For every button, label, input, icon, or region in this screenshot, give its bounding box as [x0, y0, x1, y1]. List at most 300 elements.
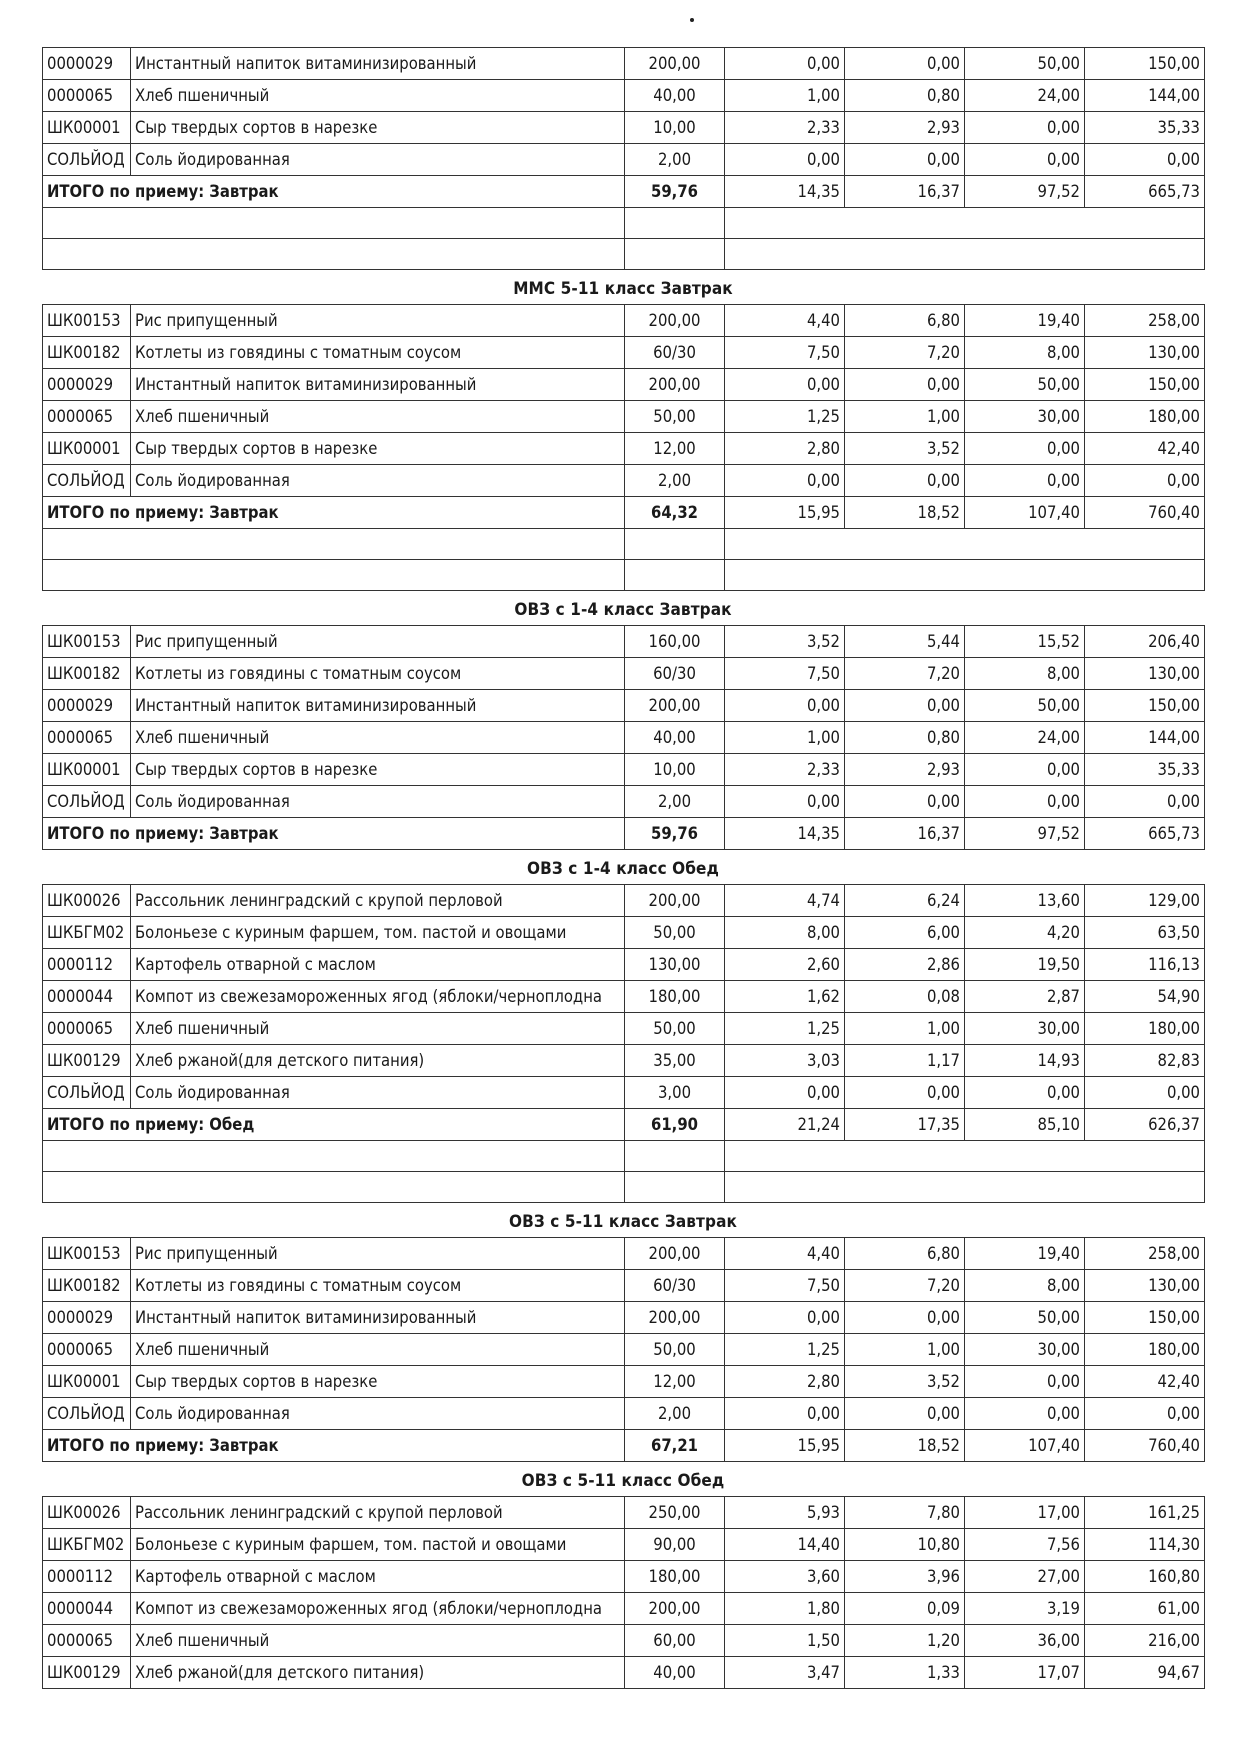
- cell-protein: 1,25: [725, 1334, 845, 1366]
- cell-fat: 0,00: [845, 465, 965, 497]
- cell-fat: 0,00: [845, 690, 965, 722]
- cell-carbs: 50,00: [965, 1302, 1085, 1334]
- cell-protein: 0,00: [725, 48, 845, 80]
- cell-fat: 7,80: [845, 1497, 965, 1529]
- table-row: [43, 112, 1205, 144]
- cell-carbs: 4,20: [965, 917, 1085, 949]
- blank-cell: [725, 1172, 1205, 1203]
- cell-name: Рассольник ленинградский с крупой перловой: [131, 885, 625, 917]
- total-carbs: 97,52: [965, 818, 1085, 850]
- cell-name: Соль йодированная: [131, 786, 625, 818]
- cell-fat: 5,44: [845, 626, 965, 658]
- cell-fat: 3,52: [845, 433, 965, 465]
- cell-fat: 0,08: [845, 981, 965, 1013]
- cell-protein: 2,33: [725, 112, 845, 144]
- blank-row: [43, 208, 1205, 239]
- cell-qty: 200,00: [625, 369, 725, 401]
- cell-protein: 3,52: [725, 626, 845, 658]
- cell-qty: 10,00: [625, 112, 725, 144]
- total-kcal: 626,37: [1085, 1109, 1205, 1141]
- cell-protein: 14,40: [725, 1529, 845, 1561]
- cell-name: Соль йодированная: [131, 1398, 625, 1430]
- cell-fat: 6,80: [845, 1238, 965, 1270]
- cell-kcal: 35,33: [1085, 754, 1205, 786]
- cell-kcal: 61,00: [1085, 1593, 1205, 1625]
- table-row: [43, 949, 1205, 981]
- cell-name: Рис припущенный: [131, 1238, 625, 1270]
- cell-name: Рис припущенный: [131, 305, 625, 337]
- total-fat: 18,52: [845, 497, 965, 529]
- total-label: ИТОГО по приему: Обед: [43, 1109, 625, 1141]
- table-row: [43, 305, 1205, 337]
- total-row: [43, 497, 1205, 529]
- blank-row: [43, 239, 1205, 270]
- cell-kcal: 54,90: [1085, 981, 1205, 1013]
- cell-protein: 4,74: [725, 885, 845, 917]
- cell-code: ШК00182: [43, 658, 131, 690]
- section-title: ОВЗ с 1-4 класс Обед: [527, 859, 719, 879]
- section-title: ММС 5-11 класс Завтрак: [513, 279, 733, 299]
- table-row: [43, 1561, 1205, 1593]
- total-kcal: 665,73: [1085, 176, 1205, 208]
- total-protein: 14,35: [725, 176, 845, 208]
- cell-qty: 90,00: [625, 1529, 725, 1561]
- cell-protein: 4,40: [725, 305, 845, 337]
- cell-code: ШК00001: [43, 754, 131, 786]
- cell-fat: 1,00: [845, 401, 965, 433]
- cell-name: Соль йодированная: [131, 465, 625, 497]
- cell-kcal: 0,00: [1085, 144, 1205, 176]
- cell-protein: 3,03: [725, 1045, 845, 1077]
- total-carbs: 97,52: [965, 176, 1085, 208]
- table-row: [43, 80, 1205, 112]
- cell-qty: 10,00: [625, 754, 725, 786]
- cell-fat: 6,24: [845, 885, 965, 917]
- cell-qty: 200,00: [625, 1238, 725, 1270]
- cell-name: Рис припущенный: [131, 626, 625, 658]
- cell-qty: 50,00: [625, 1013, 725, 1045]
- blank-cell: [43, 1141, 625, 1172]
- cell-code: СОЛЬЙОД: [43, 786, 131, 818]
- total-row: [43, 1109, 1205, 1141]
- cell-code: ШК00026: [43, 1497, 131, 1529]
- cell-kcal: 114,30: [1085, 1529, 1205, 1561]
- cell-name: Инстантный напиток витаминизированный: [131, 369, 625, 401]
- cell-fat: 0,00: [845, 144, 965, 176]
- cell-kcal: 258,00: [1085, 305, 1205, 337]
- cell-carbs: 19,50: [965, 949, 1085, 981]
- blank-cell: [43, 239, 625, 270]
- cell-fat: 1,00: [845, 1013, 965, 1045]
- total-label: ИТОГО по приему: Завтрак: [43, 818, 625, 850]
- cell-protein: 1,62: [725, 981, 845, 1013]
- cell-protein: 7,50: [725, 337, 845, 369]
- cell-kcal: 130,00: [1085, 337, 1205, 369]
- cell-carbs: 0,00: [965, 754, 1085, 786]
- total-fat: 16,37: [845, 176, 965, 208]
- meal-table: [42, 884, 1205, 1203]
- blank-cell: [43, 529, 625, 560]
- cell-fat: 1,00: [845, 1334, 965, 1366]
- table-row: [43, 626, 1205, 658]
- cell-protein: 4,40: [725, 1238, 845, 1270]
- cell-qty: 12,00: [625, 433, 725, 465]
- cell-qty: 40,00: [625, 80, 725, 112]
- cell-kcal: 0,00: [1085, 1398, 1205, 1430]
- cell-qty: 12,00: [625, 1366, 725, 1398]
- cell-code: 0000029: [43, 48, 131, 80]
- cell-qty: 130,00: [625, 949, 725, 981]
- table-row: [43, 465, 1205, 497]
- cell-fat: 0,00: [845, 786, 965, 818]
- cell-kcal: 0,00: [1085, 1077, 1205, 1109]
- cell-fat: 0,00: [845, 369, 965, 401]
- cell-kcal: 0,00: [1085, 786, 1205, 818]
- cell-name: Соль йодированная: [131, 144, 625, 176]
- total-qty: 59,76: [625, 176, 725, 208]
- cell-name: Котлеты из говядины с томатным соусом: [131, 1270, 625, 1302]
- cell-carbs: 30,00: [965, 401, 1085, 433]
- table-row: [43, 786, 1205, 818]
- cell-name: Хлеб пшеничный: [131, 1334, 625, 1366]
- cell-carbs: 24,00: [965, 80, 1085, 112]
- total-qty: 67,21: [625, 1430, 725, 1462]
- cell-name: Инстантный напиток витаминизированный: [131, 1302, 625, 1334]
- cell-code: ШК00026: [43, 885, 131, 917]
- cell-name: Хлеб ржаной(для детского питания): [131, 1045, 625, 1077]
- cell-carbs: 14,93: [965, 1045, 1085, 1077]
- cell-name: Хлеб пшеничный: [131, 1013, 625, 1045]
- cell-fat: 7,20: [845, 337, 965, 369]
- cell-name: Сыр твердых сортов в нарезке: [131, 112, 625, 144]
- cell-code: 0000029: [43, 1302, 131, 1334]
- cell-kcal: 160,80: [1085, 1561, 1205, 1593]
- section-title: ОВЗ с 1-4 класс Завтрак: [514, 600, 732, 620]
- cell-qty: 50,00: [625, 917, 725, 949]
- table-row: [43, 1238, 1205, 1270]
- cell-kcal: 150,00: [1085, 1302, 1205, 1334]
- cell-name: Котлеты из говядины с томатным соусом: [131, 658, 625, 690]
- cell-fat: 2,93: [845, 754, 965, 786]
- cell-protein: 0,00: [725, 690, 845, 722]
- cell-fat: 7,20: [845, 658, 965, 690]
- cell-protein: 0,00: [725, 144, 845, 176]
- cell-carbs: 0,00: [965, 465, 1085, 497]
- cell-protein: 0,00: [725, 369, 845, 401]
- cell-qty: 35,00: [625, 1045, 725, 1077]
- cell-name: Хлеб ржаной(для детского питания): [131, 1657, 625, 1689]
- cell-name: Сыр твердых сортов в нарезке: [131, 1366, 625, 1398]
- cell-protein: 0,00: [725, 1302, 845, 1334]
- cell-name: Компот из свежезамороженных ягод (яблоки/черноплодна: [131, 981, 625, 1013]
- cell-code: ШК00182: [43, 337, 131, 369]
- cell-carbs: 8,00: [965, 658, 1085, 690]
- table-row: [43, 337, 1205, 369]
- table-row: [43, 433, 1205, 465]
- blank-cell: [725, 208, 1205, 239]
- blank-cell: [725, 529, 1205, 560]
- cell-fat: 7,20: [845, 1270, 965, 1302]
- cell-name: Котлеты из говядины с томатным соусом: [131, 337, 625, 369]
- cell-qty: 200,00: [625, 305, 725, 337]
- cell-name: Болоньезе с куриным фаршем, том. пастой и овощами: [131, 917, 625, 949]
- cell-code: ШК00153: [43, 1238, 131, 1270]
- table-row: [43, 369, 1205, 401]
- total-fat: 18,52: [845, 1430, 965, 1462]
- cell-fat: 0,00: [845, 1302, 965, 1334]
- cell-kcal: 206,40: [1085, 626, 1205, 658]
- cell-fat: 0,00: [845, 1077, 965, 1109]
- cell-fat: 2,86: [845, 949, 965, 981]
- cell-kcal: 180,00: [1085, 1013, 1205, 1045]
- cell-code: ШК00001: [43, 433, 131, 465]
- cell-code: ШК00001: [43, 112, 131, 144]
- table-row: [43, 1270, 1205, 1302]
- blank-cell: [725, 1141, 1205, 1172]
- cell-code: ШК00182: [43, 1270, 131, 1302]
- cell-carbs: 7,56: [965, 1529, 1085, 1561]
- scan-dot-mark: [690, 18, 694, 22]
- cell-kcal: 144,00: [1085, 80, 1205, 112]
- table-row: [43, 658, 1205, 690]
- cell-qty: 40,00: [625, 1657, 725, 1689]
- cell-name: Картофель отварной с маслом: [131, 1561, 625, 1593]
- cell-fat: 2,93: [845, 112, 965, 144]
- cell-protein: 1,25: [725, 1013, 845, 1045]
- cell-kcal: 216,00: [1085, 1625, 1205, 1657]
- cell-qty: 250,00: [625, 1497, 725, 1529]
- total-fat: 16,37: [845, 818, 965, 850]
- total-fat: 17,35: [845, 1109, 965, 1141]
- cell-qty: 2,00: [625, 465, 725, 497]
- cell-protein: 7,50: [725, 658, 845, 690]
- cell-fat: 0,80: [845, 80, 965, 112]
- cell-kcal: 116,13: [1085, 949, 1205, 981]
- cell-fat: 1,20: [845, 1625, 965, 1657]
- cell-carbs: 3,19: [965, 1593, 1085, 1625]
- table-row: [43, 1302, 1205, 1334]
- cell-name: Хлеб пшеничный: [131, 401, 625, 433]
- cell-name: Сыр твердых сортов в нарезке: [131, 433, 625, 465]
- table-row: [43, 754, 1205, 786]
- total-carbs: 107,40: [965, 1430, 1085, 1462]
- cell-carbs: 50,00: [965, 690, 1085, 722]
- cell-protein: 2,33: [725, 754, 845, 786]
- cell-qty: 60/30: [625, 1270, 725, 1302]
- table-row: [43, 1497, 1205, 1529]
- cell-protein: 1,25: [725, 401, 845, 433]
- cell-kcal: 150,00: [1085, 369, 1205, 401]
- cell-qty: 200,00: [625, 1302, 725, 1334]
- blank-cell: [625, 1172, 725, 1203]
- cell-carbs: 36,00: [965, 1625, 1085, 1657]
- cell-name: Хлеб пшеничный: [131, 1625, 625, 1657]
- cell-carbs: 19,40: [965, 305, 1085, 337]
- cell-kcal: 161,25: [1085, 1497, 1205, 1529]
- cell-kcal: 42,40: [1085, 433, 1205, 465]
- cell-kcal: 35,33: [1085, 112, 1205, 144]
- table-row: [43, 1045, 1205, 1077]
- table-row: [43, 1013, 1205, 1045]
- section-title: ОВЗ с 5-11 класс Завтрак: [509, 1212, 737, 1232]
- cell-code: 0000065: [43, 1013, 131, 1045]
- cell-kcal: 42,40: [1085, 1366, 1205, 1398]
- cell-name: Инстантный напиток витаминизированный: [131, 690, 625, 722]
- cell-code: 0000065: [43, 1334, 131, 1366]
- cell-name: Болоньезе с куриным фаршем, том. пастой и овощами: [131, 1529, 625, 1561]
- cell-protein: 3,60: [725, 1561, 845, 1593]
- meal-table: [42, 1496, 1205, 1689]
- table-row: [43, 1593, 1205, 1625]
- cell-carbs: 50,00: [965, 48, 1085, 80]
- total-protein: 15,95: [725, 497, 845, 529]
- cell-code: ШК00001: [43, 1366, 131, 1398]
- cell-protein: 5,93: [725, 1497, 845, 1529]
- cell-fat: 6,00: [845, 917, 965, 949]
- table-row: [43, 401, 1205, 433]
- cell-protein: 2,60: [725, 949, 845, 981]
- cell-qty: 180,00: [625, 1561, 725, 1593]
- total-carbs: 107,40: [965, 497, 1085, 529]
- cell-code: 0000065: [43, 722, 131, 754]
- cell-qty: 200,00: [625, 48, 725, 80]
- cell-carbs: 0,00: [965, 144, 1085, 176]
- cell-kcal: 0,00: [1085, 465, 1205, 497]
- cell-carbs: 50,00: [965, 369, 1085, 401]
- cell-carbs: 15,52: [965, 626, 1085, 658]
- cell-kcal: 63,50: [1085, 917, 1205, 949]
- cell-code: СОЛЬЙОД: [43, 465, 131, 497]
- cell-fat: 10,80: [845, 1529, 965, 1561]
- blank-cell: [625, 529, 725, 560]
- cell-protein: 3,47: [725, 1657, 845, 1689]
- cell-qty: 50,00: [625, 1334, 725, 1366]
- table-row: [43, 1366, 1205, 1398]
- blank-cell: [43, 560, 625, 591]
- cell-carbs: 24,00: [965, 722, 1085, 754]
- cell-carbs: 0,00: [965, 786, 1085, 818]
- cell-fat: 0,09: [845, 1593, 965, 1625]
- cell-protein: 1,00: [725, 80, 845, 112]
- cell-qty: 200,00: [625, 690, 725, 722]
- cell-fat: 3,96: [845, 1561, 965, 1593]
- blank-row: [43, 529, 1205, 560]
- cell-protein: 0,00: [725, 786, 845, 818]
- total-qty: 59,76: [625, 818, 725, 850]
- cell-carbs: 8,00: [965, 1270, 1085, 1302]
- blank-cell: [725, 239, 1205, 270]
- cell-qty: 60/30: [625, 337, 725, 369]
- cell-qty: 2,00: [625, 144, 725, 176]
- cell-name: Картофель отварной с маслом: [131, 949, 625, 981]
- cell-name: Сыр твердых сортов в нарезке: [131, 754, 625, 786]
- total-label: ИТОГО по приему: Завтрак: [43, 176, 625, 208]
- cell-qty: 200,00: [625, 1593, 725, 1625]
- cell-protein: 7,50: [725, 1270, 845, 1302]
- cell-carbs: 0,00: [965, 433, 1085, 465]
- table-row: [43, 1334, 1205, 1366]
- total-label: ИТОГО по приему: Завтрак: [43, 1430, 625, 1462]
- cell-name: Соль йодированная: [131, 1077, 625, 1109]
- cell-fat: 3,52: [845, 1366, 965, 1398]
- cell-carbs: 0,00: [965, 1398, 1085, 1430]
- cell-protein: 2,80: [725, 1366, 845, 1398]
- cell-code: ШК00129: [43, 1657, 131, 1689]
- table-row: [43, 1529, 1205, 1561]
- cell-code: ШК00153: [43, 626, 131, 658]
- cell-name: Хлеб пшеничный: [131, 80, 625, 112]
- cell-carbs: 17,07: [965, 1657, 1085, 1689]
- cell-code: СОЛЬЙОД: [43, 144, 131, 176]
- menu-document: [42, 47, 1204, 1693]
- cell-kcal: 150,00: [1085, 48, 1205, 80]
- cell-fat: 6,80: [845, 305, 965, 337]
- cell-qty: 40,00: [625, 722, 725, 754]
- cell-kcal: 130,00: [1085, 1270, 1205, 1302]
- meal-table: [42, 47, 1205, 270]
- cell-kcal: 129,00: [1085, 885, 1205, 917]
- cell-carbs: 27,00: [965, 1561, 1085, 1593]
- cell-kcal: 150,00: [1085, 690, 1205, 722]
- blank-cell: [625, 208, 725, 239]
- cell-kcal: 180,00: [1085, 1334, 1205, 1366]
- cell-fat: 1,17: [845, 1045, 965, 1077]
- cell-carbs: 13,60: [965, 885, 1085, 917]
- cell-protein: 1,50: [725, 1625, 845, 1657]
- cell-carbs: 30,00: [965, 1334, 1085, 1366]
- cell-qty: 60/30: [625, 658, 725, 690]
- table-row: [43, 1625, 1205, 1657]
- cell-code: ШКБГМ02: [43, 1529, 131, 1561]
- cell-protein: 2,80: [725, 433, 845, 465]
- table-row: [43, 722, 1205, 754]
- meal-table: [42, 304, 1205, 591]
- cell-code: 0000029: [43, 690, 131, 722]
- cell-carbs: 0,00: [965, 112, 1085, 144]
- cell-fat: 1,33: [845, 1657, 965, 1689]
- total-kcal: 760,40: [1085, 1430, 1205, 1462]
- cell-kcal: 180,00: [1085, 401, 1205, 433]
- cell-code: 0000065: [43, 1625, 131, 1657]
- total-kcal: 760,40: [1085, 497, 1205, 529]
- cell-qty: 2,00: [625, 786, 725, 818]
- cell-kcal: 82,83: [1085, 1045, 1205, 1077]
- total-row: [43, 176, 1205, 208]
- blank-cell: [725, 560, 1205, 591]
- cell-protein: 0,00: [725, 1398, 845, 1430]
- cell-protein: 0,00: [725, 465, 845, 497]
- cell-name: Рассольник ленинградский с крупой перловой: [131, 1497, 625, 1529]
- cell-name: Компот из свежезамороженных ягод (яблоки/черноплодна: [131, 1593, 625, 1625]
- table-row: [43, 1398, 1205, 1430]
- cell-code: 0000044: [43, 1593, 131, 1625]
- cell-qty: 180,00: [625, 981, 725, 1013]
- cell-name: Хлеб пшеничный: [131, 722, 625, 754]
- blank-row: [43, 560, 1205, 591]
- cell-code: 0000044: [43, 981, 131, 1013]
- blank-row: [43, 1141, 1205, 1172]
- blank-row: [43, 1172, 1205, 1203]
- total-protein: 14,35: [725, 818, 845, 850]
- table-row: [43, 885, 1205, 917]
- cell-fat: 0,00: [845, 48, 965, 80]
- cell-qty: 60,00: [625, 1625, 725, 1657]
- blank-cell: [625, 1141, 725, 1172]
- table-row: [43, 1077, 1205, 1109]
- cell-code: 0000065: [43, 80, 131, 112]
- total-kcal: 665,73: [1085, 818, 1205, 850]
- cell-qty: 3,00: [625, 1077, 725, 1109]
